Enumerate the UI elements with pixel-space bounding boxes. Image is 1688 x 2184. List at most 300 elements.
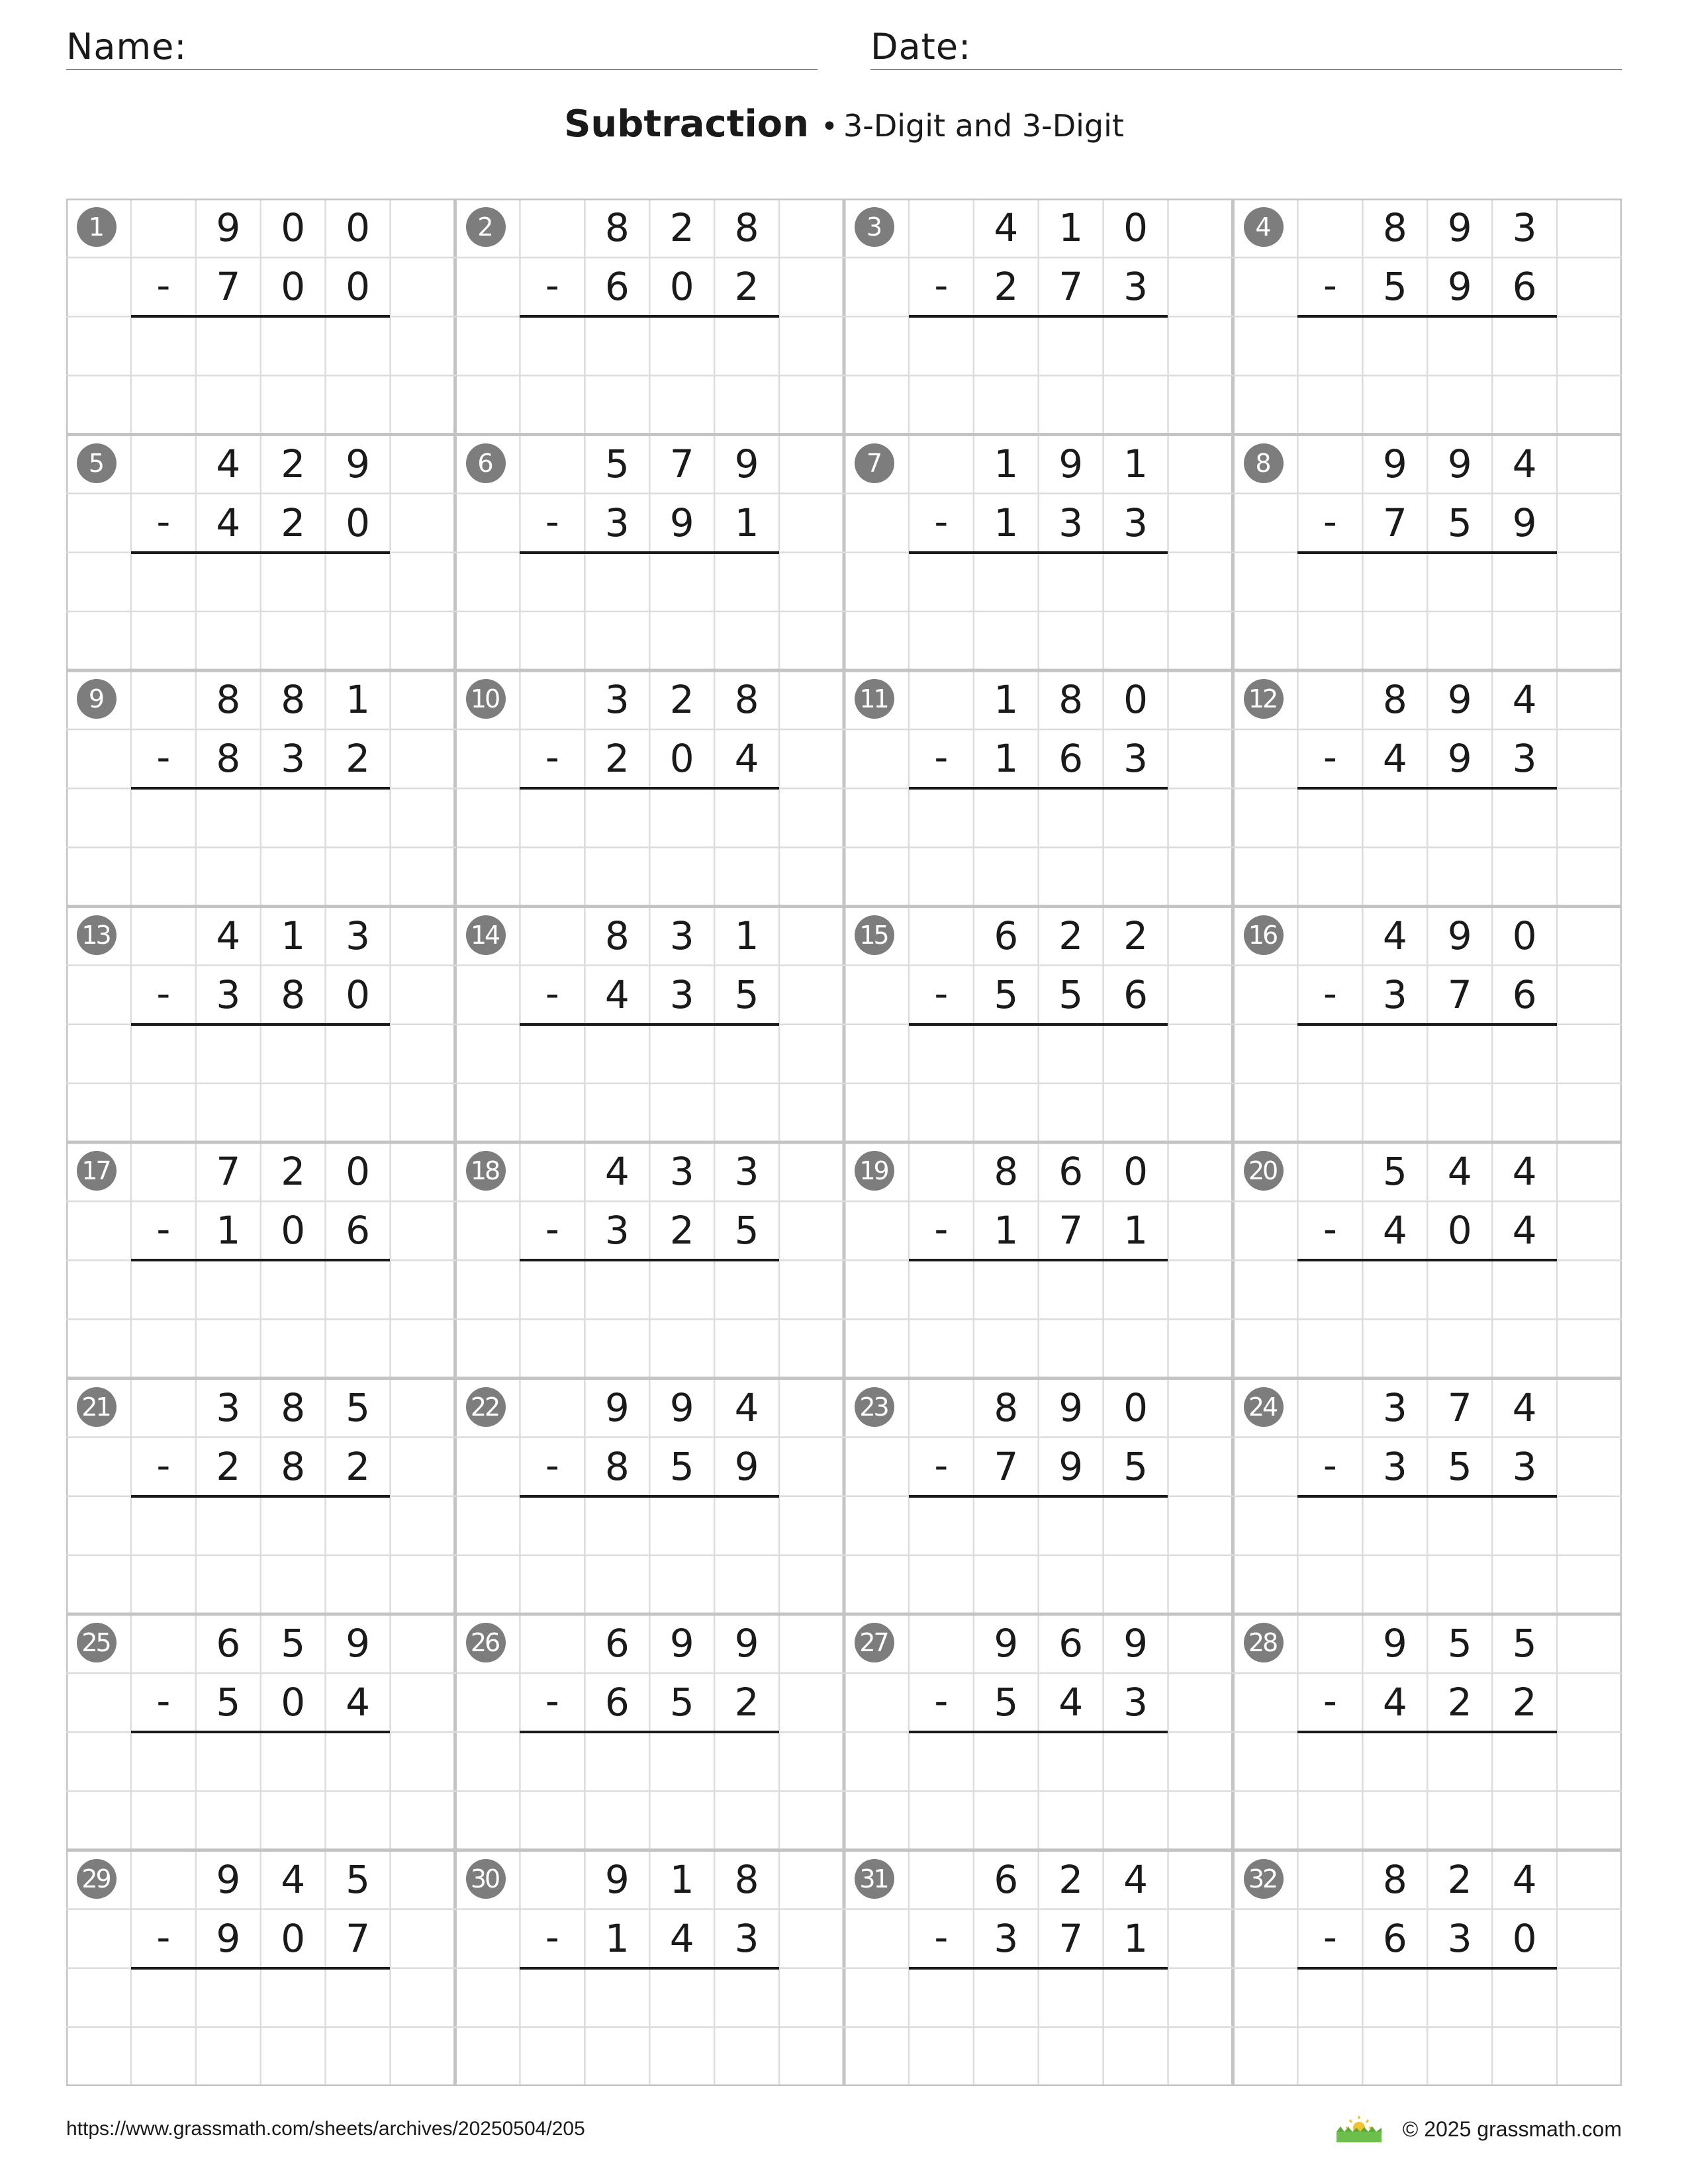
subtrahend-digit: 0 bbox=[281, 264, 306, 310]
minus-sign: - bbox=[156, 735, 171, 780]
subtrahend-digit: 2 bbox=[669, 1208, 694, 1253]
problem bbox=[66, 670, 455, 907]
footer-brand bbox=[1335, 2115, 1622, 2144]
subtrahend-digit: 1 bbox=[994, 500, 1019, 545]
subtrahend-digit: 9 bbox=[734, 1443, 759, 1489]
minus-sign: - bbox=[545, 263, 559, 308]
minuend-digit: 7 bbox=[669, 441, 694, 486]
subtrahend-digit: 4 bbox=[216, 500, 241, 545]
subtrahend-digit: 8 bbox=[281, 1443, 306, 1489]
minuend-digit: 5 bbox=[1447, 1621, 1472, 1666]
minus-sign: - bbox=[934, 1678, 949, 1724]
minuend-digit: 9 bbox=[346, 441, 371, 486]
subtrahend-digit: 4 bbox=[346, 1680, 371, 1725]
minuend-digit: 1 bbox=[994, 441, 1019, 486]
minuend-digit: 5 bbox=[604, 441, 630, 486]
subtrahend-digit: 6 bbox=[1512, 972, 1537, 1017]
minuend-digit: 8 bbox=[281, 677, 306, 722]
minuend-digit: 3 bbox=[346, 913, 371, 958]
minus-sign: - bbox=[1323, 1206, 1337, 1252]
subtrahend-digit: 7 bbox=[1447, 972, 1472, 1017]
subtrahend-digit: 7 bbox=[1058, 1208, 1084, 1253]
problem-number-badge: 20 bbox=[1244, 1151, 1284, 1191]
minus-sign: - bbox=[934, 1206, 949, 1252]
minuend-digit: 9 bbox=[216, 1856, 241, 1902]
minus-sign: - bbox=[156, 970, 171, 1016]
minuend-digit: 5 bbox=[1382, 1149, 1407, 1194]
minuend-digit: 4 bbox=[994, 205, 1019, 250]
minuend-digit: 9 bbox=[604, 1856, 630, 1902]
answer-line bbox=[131, 787, 391, 790]
subtrahend-digit: 3 bbox=[281, 736, 306, 782]
minus-sign: - bbox=[545, 1442, 559, 1488]
answer-line bbox=[909, 1967, 1168, 1970]
minuend-digit: 0 bbox=[346, 1149, 371, 1194]
minuend-digit: 4 bbox=[1512, 1149, 1537, 1194]
minuend-digit: 2 bbox=[669, 205, 694, 250]
subtrahend-digit: 2 bbox=[216, 1443, 241, 1489]
minuend-digit: 2 bbox=[281, 1149, 306, 1194]
minuend-digit: 9 bbox=[994, 1621, 1019, 1666]
problem bbox=[844, 1614, 1233, 1850]
subtrahend-digit: 7 bbox=[1382, 500, 1407, 545]
subtrahend-digit: 2 bbox=[734, 264, 759, 310]
minuend-digit: 4 bbox=[734, 1385, 759, 1430]
title-separator: • bbox=[821, 110, 838, 144]
problem-number-badge: 32 bbox=[1244, 1859, 1284, 1899]
problem-number-badge: 11 bbox=[855, 679, 894, 719]
subtrahend-digit: 6 bbox=[1123, 972, 1149, 1017]
subtrahend-digit: 3 bbox=[1382, 972, 1407, 1017]
subtrahend-digit: 7 bbox=[994, 1443, 1019, 1489]
minuend-digit: 9 bbox=[1058, 441, 1084, 486]
minuend-digit: 5 bbox=[281, 1621, 306, 1666]
minuend-digit: 1 bbox=[281, 913, 306, 958]
problem bbox=[844, 907, 1233, 1143]
subtrahend-digit: 0 bbox=[669, 264, 694, 310]
answer-line bbox=[909, 787, 1168, 790]
minuend-digit: 9 bbox=[1123, 1621, 1149, 1666]
subtrahend-digit: 5 bbox=[669, 1680, 694, 1725]
subtrahend-digit: 0 bbox=[281, 1208, 306, 1253]
minuend-digit: 9 bbox=[216, 205, 241, 250]
problem bbox=[66, 1379, 455, 1615]
minuend-digit: 5 bbox=[346, 1385, 371, 1430]
answer-line bbox=[1297, 1731, 1557, 1733]
minuend-digit: 8 bbox=[734, 1856, 759, 1902]
subtrahend-digit: 6 bbox=[604, 264, 630, 310]
problem bbox=[844, 199, 1233, 435]
subtrahend-digit: 5 bbox=[994, 972, 1019, 1017]
subtrahend-digit: 3 bbox=[216, 972, 241, 1017]
answer-line bbox=[909, 1259, 1168, 1261]
problem bbox=[66, 435, 455, 671]
subtrahend-digit: 8 bbox=[281, 972, 306, 1017]
grass-sun-logo-icon bbox=[1335, 2115, 1383, 2144]
subtrahend-digit: 7 bbox=[346, 1915, 371, 1961]
problem bbox=[455, 199, 845, 435]
problem-number-badge: 24 bbox=[1244, 1387, 1284, 1427]
minuend-digit: 4 bbox=[216, 441, 241, 486]
minus-sign: - bbox=[545, 498, 559, 544]
answer-line bbox=[909, 1495, 1168, 1498]
answer-line bbox=[131, 1023, 391, 1026]
subtrahend-digit: 1 bbox=[1123, 1915, 1149, 1961]
problem-number-badge: 29 bbox=[77, 1859, 117, 1899]
minus-sign: - bbox=[545, 1206, 559, 1252]
subtrahend-digit: 9 bbox=[1512, 500, 1537, 545]
problem-number-badge: 18 bbox=[466, 1151, 506, 1191]
minuend-digit: 9 bbox=[604, 1385, 630, 1430]
minuend-digit: 2 bbox=[1123, 913, 1149, 958]
minuend-digit: 3 bbox=[604, 677, 630, 722]
minuend-digit: 9 bbox=[1447, 441, 1472, 486]
minus-sign: - bbox=[156, 1678, 171, 1724]
answer-line bbox=[131, 1731, 391, 1733]
minuend-digit: 0 bbox=[346, 205, 371, 250]
answer-line bbox=[131, 551, 391, 554]
subtrahend-digit: 3 bbox=[1123, 500, 1149, 545]
minus-sign: - bbox=[934, 735, 949, 780]
subtrahend-digit: 0 bbox=[281, 1915, 306, 1961]
problem-number-badge: 16 bbox=[1244, 915, 1284, 955]
minuend-digit: 4 bbox=[1123, 1856, 1149, 1902]
minuend-digit: 8 bbox=[1382, 677, 1407, 722]
minuend-digit: 6 bbox=[1058, 1621, 1084, 1666]
minus-sign: - bbox=[545, 735, 559, 780]
problem-number-badge: 17 bbox=[77, 1151, 117, 1191]
minuend-digit: 0 bbox=[1123, 677, 1149, 722]
minuend-digit: 2 bbox=[1058, 913, 1084, 958]
subtrahend-digit: 6 bbox=[604, 1680, 630, 1725]
subtrahend-digit: 5 bbox=[994, 1680, 1019, 1725]
problem-number-badge: 5 bbox=[77, 443, 117, 483]
subtrahend-digit: 5 bbox=[734, 1208, 759, 1253]
title-main: Subtraction bbox=[564, 103, 810, 146]
subtrahend-digit: 2 bbox=[346, 1443, 371, 1489]
footer-url: https://www.grassmath.com/sheets/archives/20250504/205 bbox=[66, 2118, 585, 2140]
problem-number-badge: 14 bbox=[466, 915, 506, 955]
answer-line bbox=[1297, 315, 1557, 318]
name-label: Name: bbox=[66, 26, 187, 68]
subtrahend-digit: 5 bbox=[1447, 1443, 1472, 1489]
subtrahend-digit: 9 bbox=[669, 500, 694, 545]
answer-line bbox=[909, 315, 1168, 318]
problem-number-badge: 15 bbox=[855, 915, 894, 955]
answer-line bbox=[131, 1495, 391, 1498]
answer-line bbox=[520, 315, 779, 318]
problem-number-badge: 26 bbox=[466, 1623, 506, 1662]
subtrahend-digit: 6 bbox=[346, 1208, 371, 1253]
minuend-digit: 3 bbox=[669, 913, 694, 958]
minuend-digit: 9 bbox=[1382, 441, 1407, 486]
problem bbox=[455, 1379, 845, 1615]
answer-line bbox=[1297, 1023, 1557, 1026]
minus-sign: - bbox=[545, 1914, 559, 1960]
problem-number-badge: 2 bbox=[466, 207, 506, 247]
problem bbox=[455, 1850, 845, 2087]
problem bbox=[1233, 670, 1622, 907]
minus-sign: - bbox=[934, 498, 949, 544]
minuend-digit: 0 bbox=[1123, 1385, 1149, 1430]
subtrahend-digit: 3 bbox=[604, 1208, 630, 1253]
minus-sign: - bbox=[1323, 735, 1337, 780]
subtrahend-digit: 3 bbox=[669, 972, 694, 1017]
subtrahend-digit: 1 bbox=[734, 500, 759, 545]
problem bbox=[1233, 1850, 1622, 2087]
minuend-digit: 8 bbox=[604, 205, 630, 250]
answer-line bbox=[1297, 551, 1557, 554]
minuend-digit: 7 bbox=[1447, 1385, 1472, 1430]
minus-sign: - bbox=[545, 1678, 559, 1724]
minuend-digit: 0 bbox=[1512, 913, 1537, 958]
subtrahend-digit: 3 bbox=[1512, 1443, 1537, 1489]
answer-line bbox=[520, 551, 779, 554]
minuend-digit: 1 bbox=[994, 677, 1019, 722]
subtrahend-digit: 3 bbox=[734, 1915, 759, 1961]
minuend-digit: 9 bbox=[734, 441, 759, 486]
answer-line bbox=[520, 1967, 779, 1970]
minuend-digit: 3 bbox=[1512, 205, 1537, 250]
minuend-digit: 8 bbox=[216, 677, 241, 722]
answer-line bbox=[131, 1259, 391, 1261]
problem bbox=[1233, 1614, 1622, 1850]
subtrahend-digit: 9 bbox=[216, 1915, 241, 1961]
subtrahend-digit: 3 bbox=[1123, 1680, 1149, 1725]
subtrahend-digit: 5 bbox=[1447, 500, 1472, 545]
subtrahend-digit: 6 bbox=[1512, 264, 1537, 310]
subtrahend-digit: 0 bbox=[669, 736, 694, 782]
minuend-digit: 0 bbox=[1123, 1149, 1149, 1194]
minuend-digit: 8 bbox=[1382, 1856, 1407, 1902]
minuend-digit: 6 bbox=[604, 1621, 630, 1666]
subtrahend-digit: 5 bbox=[1382, 264, 1407, 310]
minuend-digit: 3 bbox=[216, 1385, 241, 1430]
answer-line bbox=[909, 1023, 1168, 1026]
subtrahend-digit: 0 bbox=[346, 264, 371, 310]
problem bbox=[1233, 1379, 1622, 1615]
problem bbox=[1233, 1142, 1622, 1379]
worksheet-title bbox=[0, 103, 1688, 146]
minuend-digit: 8 bbox=[1058, 677, 1084, 722]
minus-sign: - bbox=[156, 498, 171, 544]
minuend-digit: 6 bbox=[994, 1856, 1019, 1902]
problem-grid bbox=[66, 199, 1622, 2086]
answer-line bbox=[131, 1967, 391, 1970]
subtrahend-digit: 9 bbox=[1447, 736, 1472, 782]
minus-sign: - bbox=[934, 1914, 949, 1960]
minus-sign: - bbox=[156, 1206, 171, 1252]
subtrahend-digit: 5 bbox=[216, 1680, 241, 1725]
minus-sign: - bbox=[156, 1442, 171, 1488]
minuend-digit: 2 bbox=[669, 677, 694, 722]
minuend-digit: 4 bbox=[281, 1856, 306, 1902]
subtrahend-digit: 5 bbox=[734, 972, 759, 1017]
problem-number-badge: 13 bbox=[77, 915, 117, 955]
minuend-digit: 1 bbox=[1058, 205, 1084, 250]
problem bbox=[844, 1850, 1233, 2087]
subtrahend-digit: 7 bbox=[1058, 264, 1084, 310]
answer-line bbox=[909, 1731, 1168, 1733]
minuend-digit: 2 bbox=[1058, 1856, 1084, 1902]
subtrahend-digit: 3 bbox=[1447, 1915, 1472, 1961]
problem bbox=[455, 435, 845, 671]
problem-number-badge: 9 bbox=[77, 679, 117, 719]
minuend-digit: 1 bbox=[669, 1856, 694, 1902]
subtrahend-digit: 1 bbox=[216, 1208, 241, 1253]
date-field[interactable] bbox=[870, 24, 1622, 70]
problem bbox=[1233, 907, 1622, 1143]
subtrahend-digit: 4 bbox=[604, 972, 630, 1017]
problem bbox=[455, 1614, 845, 1850]
subtrahend-digit: 4 bbox=[1382, 736, 1407, 782]
problem-number-badge: 22 bbox=[466, 1387, 506, 1427]
title-subtitle: 3-Digit and 3-Digit bbox=[843, 108, 1124, 144]
subtrahend-digit: 2 bbox=[1447, 1680, 1472, 1725]
answer-line bbox=[520, 1495, 779, 1498]
problem-number-badge: 4 bbox=[1244, 207, 1284, 247]
answer-line bbox=[131, 315, 391, 318]
subtrahend-digit: 0 bbox=[1447, 1208, 1472, 1253]
subtrahend-digit: 1 bbox=[994, 1208, 1019, 1253]
subtrahend-digit: 3 bbox=[1123, 264, 1149, 310]
problem-number-badge: 30 bbox=[466, 1859, 506, 1899]
minuend-digit: 1 bbox=[734, 913, 759, 958]
problem-number-badge: 27 bbox=[855, 1623, 894, 1662]
subtrahend-digit: 2 bbox=[346, 736, 371, 782]
minus-sign: - bbox=[1323, 1442, 1337, 1488]
minuend-digit: 4 bbox=[1447, 1149, 1472, 1194]
minuend-digit: 2 bbox=[281, 441, 306, 486]
problem-number-badge: 21 bbox=[77, 1387, 117, 1427]
minus-sign: - bbox=[934, 970, 949, 1016]
subtrahend-digit: 8 bbox=[216, 736, 241, 782]
date-label: Date: bbox=[870, 26, 972, 68]
subtrahend-digit: 5 bbox=[1058, 972, 1084, 1017]
minuend-digit: 8 bbox=[734, 205, 759, 250]
minuend-digit: 4 bbox=[1512, 1856, 1537, 1902]
minuend-digit: 8 bbox=[994, 1149, 1019, 1194]
minus-sign: - bbox=[1323, 498, 1337, 544]
problem-number-badge: 12 bbox=[1244, 679, 1284, 719]
minuend-digit: 9 bbox=[1382, 1621, 1407, 1666]
problem-number-badge: 23 bbox=[855, 1387, 894, 1427]
minus-sign: - bbox=[1323, 1914, 1337, 1960]
minuend-digit: 9 bbox=[346, 1621, 371, 1666]
minuend-digit: 4 bbox=[1512, 441, 1537, 486]
minus-sign: - bbox=[1323, 263, 1337, 308]
minuend-digit: 6 bbox=[216, 1621, 241, 1666]
subtrahend-digit: 7 bbox=[216, 264, 241, 310]
problem-number-badge: 6 bbox=[466, 443, 506, 483]
problem bbox=[66, 907, 455, 1143]
minuend-digit: 9 bbox=[1447, 913, 1472, 958]
minuend-digit: 6 bbox=[1058, 1149, 1084, 1194]
minuend-digit: 0 bbox=[1123, 205, 1149, 250]
problem-number-badge: 19 bbox=[855, 1151, 894, 1191]
problem bbox=[1233, 199, 1622, 435]
subtrahend-digit: 9 bbox=[1058, 1443, 1084, 1489]
problem bbox=[66, 1614, 455, 1850]
minuend-digit: 9 bbox=[669, 1385, 694, 1430]
name-field[interactable] bbox=[66, 24, 818, 70]
subtrahend-digit: 0 bbox=[346, 972, 371, 1017]
problem bbox=[455, 1142, 845, 1379]
minuend-digit: 2 bbox=[1447, 1856, 1472, 1902]
problem bbox=[66, 1850, 455, 2087]
minuend-digit: 9 bbox=[1447, 205, 1472, 250]
subtrahend-digit: 8 bbox=[604, 1443, 630, 1489]
subtrahend-digit: 1 bbox=[994, 736, 1019, 782]
subtrahend-digit: 3 bbox=[604, 500, 630, 545]
problem bbox=[844, 1142, 1233, 1379]
minuend-digit: 4 bbox=[216, 913, 241, 958]
subtrahend-digit: 4 bbox=[669, 1915, 694, 1961]
subtrahend-digit: 4 bbox=[1512, 1208, 1537, 1253]
problem bbox=[66, 199, 455, 435]
minuend-digit: 8 bbox=[604, 913, 630, 958]
subtrahend-digit: 4 bbox=[1382, 1680, 1407, 1725]
problem-number-badge: 8 bbox=[1244, 443, 1284, 483]
minuend-digit: 9 bbox=[1447, 677, 1472, 722]
subtrahend-digit: 2 bbox=[1512, 1680, 1537, 1725]
minuend-digit: 9 bbox=[734, 1621, 759, 1666]
answer-line bbox=[520, 1731, 779, 1733]
answer-line bbox=[909, 551, 1168, 554]
subtrahend-digit: 2 bbox=[734, 1680, 759, 1725]
problem-number-badge: 28 bbox=[1244, 1623, 1284, 1662]
answer-line bbox=[1297, 1967, 1557, 1970]
minus-sign: - bbox=[1323, 1678, 1337, 1724]
minuend-digit: 5 bbox=[1512, 1621, 1537, 1666]
minuend-digit: 5 bbox=[346, 1856, 371, 1902]
subtrahend-digit: 5 bbox=[1123, 1443, 1149, 1489]
minuend-digit: 0 bbox=[281, 205, 306, 250]
minuend-digit: 4 bbox=[1512, 1385, 1537, 1430]
subtrahend-digit: 0 bbox=[346, 500, 371, 545]
subtrahend-digit: 9 bbox=[1447, 264, 1472, 310]
answer-line bbox=[520, 1259, 779, 1261]
subtrahend-digit: 4 bbox=[734, 736, 759, 782]
minuend-digit: 3 bbox=[1382, 1385, 1407, 1430]
problem bbox=[455, 670, 845, 907]
answer-line bbox=[1297, 1495, 1557, 1498]
minuend-digit: 8 bbox=[734, 677, 759, 722]
problem-number-badge: 1 bbox=[77, 207, 117, 247]
problem bbox=[844, 670, 1233, 907]
subtrahend-digit: 3 bbox=[1123, 736, 1149, 782]
subtrahend-digit: 3 bbox=[1058, 500, 1084, 545]
minuend-digit: 4 bbox=[604, 1149, 630, 1194]
problem bbox=[1233, 435, 1622, 671]
subtrahend-digit: 5 bbox=[669, 1443, 694, 1489]
subtrahend-digit: 4 bbox=[1382, 1208, 1407, 1253]
subtrahend-digit: 3 bbox=[1382, 1443, 1407, 1489]
minuend-digit: 7 bbox=[216, 1149, 241, 1194]
minuend-digit: 8 bbox=[994, 1385, 1019, 1430]
minus-sign: - bbox=[156, 1914, 171, 1960]
subtrahend-digit: 2 bbox=[281, 500, 306, 545]
problem-number-badge: 10 bbox=[466, 679, 506, 719]
problem bbox=[844, 1379, 1233, 1615]
minus-sign: - bbox=[156, 263, 171, 308]
subtrahend-digit: 0 bbox=[1512, 1915, 1537, 1961]
problem-number-badge: 7 bbox=[855, 443, 894, 483]
minuend-digit: 8 bbox=[1382, 205, 1407, 250]
subtrahend-digit: 3 bbox=[994, 1915, 1019, 1961]
subtrahend-digit: 1 bbox=[1123, 1208, 1149, 1253]
subtrahend-digit: 7 bbox=[1058, 1915, 1084, 1961]
